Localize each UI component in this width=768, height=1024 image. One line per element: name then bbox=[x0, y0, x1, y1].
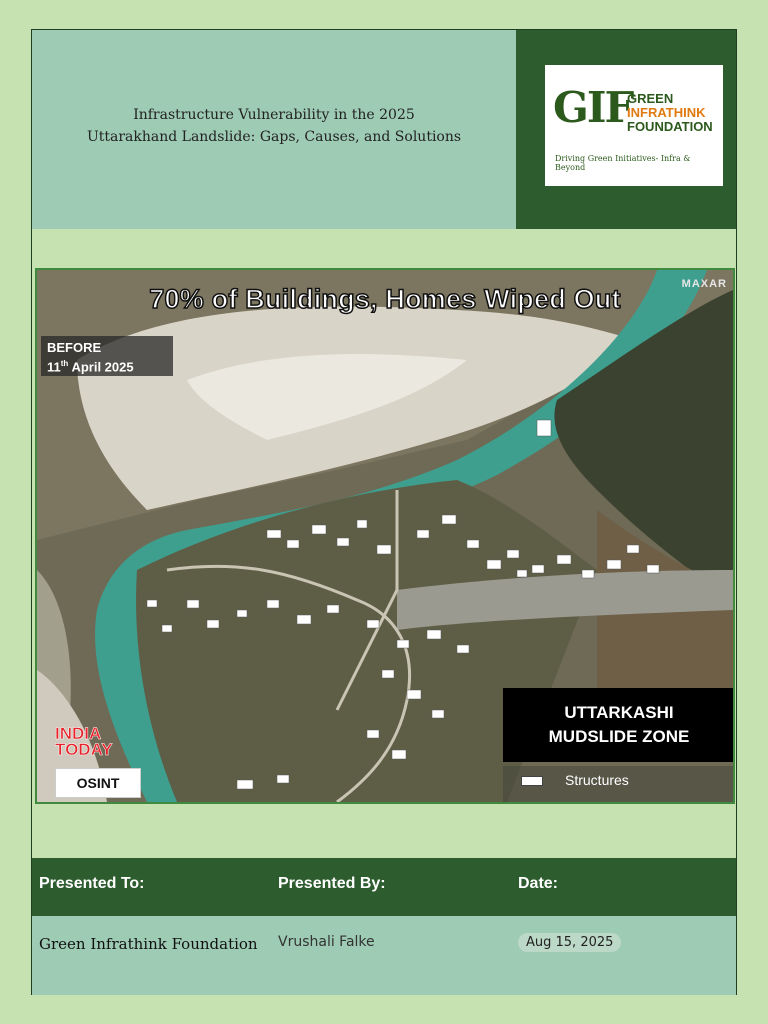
logo-word-green: GREEN bbox=[627, 91, 674, 106]
osint-logo: OSINT bbox=[55, 768, 141, 798]
organization-logo bbox=[545, 65, 723, 186]
zone-label-line-1: UTTARKASHI bbox=[564, 703, 674, 722]
title-panel bbox=[32, 30, 516, 229]
presented-by-header: Presented By: bbox=[278, 875, 386, 892]
presentation-info-body bbox=[32, 916, 736, 995]
map-legend bbox=[503, 766, 735, 804]
logo-word-infrathink: INFRATHINK bbox=[627, 105, 706, 120]
image-headline: 70% of Buildings, Homes Wiped Out bbox=[149, 284, 621, 314]
cover-frame bbox=[31, 29, 737, 995]
zone-label-box bbox=[503, 688, 735, 762]
logo-tagline: Driving Green Initiatives- Infra & Beyond bbox=[555, 154, 691, 172]
zone-label-line-2: MUDSLIDE ZONE bbox=[548, 727, 690, 746]
image-credit: MAXAR bbox=[681, 278, 727, 290]
before-date-suffix: th bbox=[60, 359, 69, 368]
before-date-day: 11 bbox=[47, 359, 61, 375]
document-title bbox=[32, 104, 516, 148]
date-value: Aug 15, 2025 bbox=[518, 933, 621, 952]
before-date bbox=[47, 356, 167, 375]
before-label: BEFORE bbox=[47, 340, 102, 355]
title-line-1: Infrastructure Vulnerability in the 2025 bbox=[133, 107, 415, 123]
presented-to-value: Green Infrathink Foundation bbox=[39, 935, 258, 953]
logo-panel bbox=[516, 30, 736, 229]
satellite-image bbox=[35, 268, 735, 804]
logo-word-foundation: FOUNDATION bbox=[627, 119, 713, 134]
before-date-rest: April 2025 bbox=[71, 359, 134, 375]
presentation-info-header bbox=[32, 858, 736, 916]
legend-swatch-structures bbox=[521, 776, 543, 786]
presented-to-header: Presented To: bbox=[39, 875, 145, 892]
logo-wordmark bbox=[627, 92, 713, 134]
india-today-logo bbox=[55, 726, 113, 758]
india-today-line-2: TODAY bbox=[55, 740, 113, 759]
date-header: Date: bbox=[518, 875, 559, 892]
logo-mark: GIF bbox=[553, 83, 633, 132]
title-line-2: Uttarakhand Landslide: Gaps, Causes, and Solutions bbox=[86, 129, 462, 145]
india-today-line-1: INDIA bbox=[55, 724, 102, 743]
presented-by-value: Vrushali Falke bbox=[278, 934, 375, 950]
legend-label-structures: Structures bbox=[565, 772, 629, 788]
before-label-box bbox=[41, 336, 173, 376]
